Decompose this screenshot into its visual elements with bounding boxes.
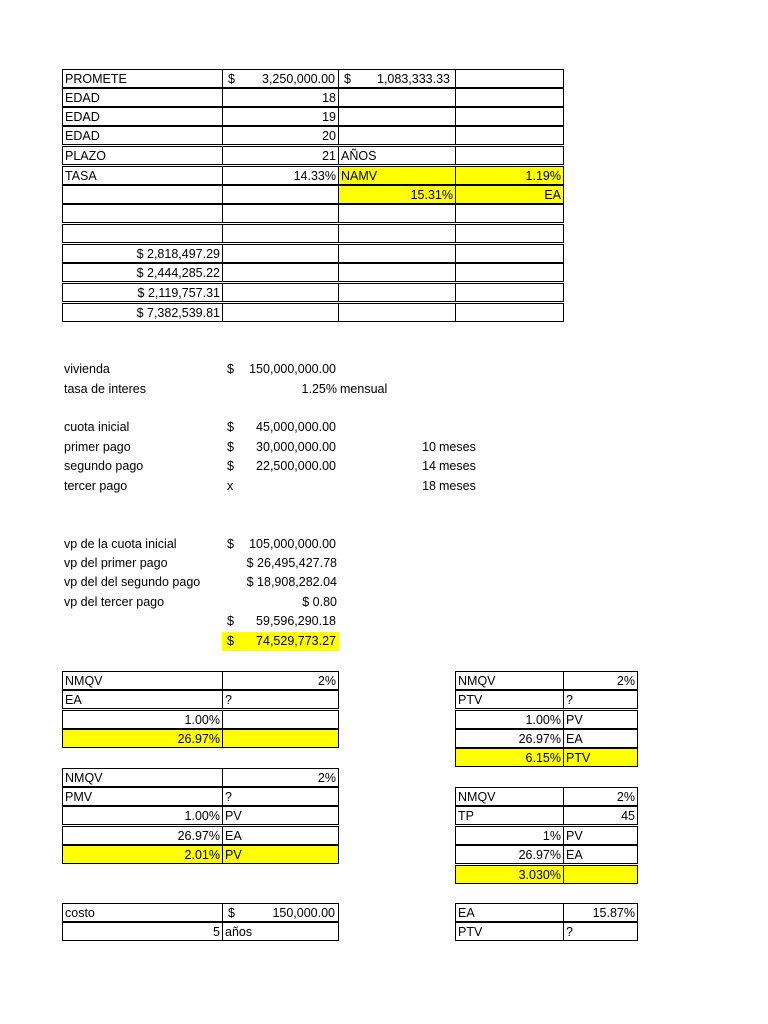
cell-edad-label[interactable]: EDAD [62, 107, 223, 126]
amount: 59,596,290.18 [256, 614, 336, 628]
cell-edad-label[interactable]: EDAD [62, 126, 223, 145]
value-tasa-interes[interactable]: 1.25% [301, 382, 337, 396]
cell-unit[interactable]: PV [563, 826, 638, 845]
cell-empty[interactable] [222, 283, 339, 302]
amount: 22,500,000.00 [256, 459, 336, 473]
cell-amount[interactable]: $ 2,119,757.31 [62, 283, 223, 302]
cell-empty[interactable] [338, 224, 456, 243]
cell-empty[interactable] [62, 204, 223, 223]
cell-edad-label[interactable]: EDAD [62, 88, 223, 107]
label-segundo-pago[interactable]: segundo pago [64, 459, 144, 473]
cell-empty[interactable] [455, 244, 564, 263]
cell-costo-label[interactable]: costo [62, 903, 223, 922]
cell-empty[interactable] [338, 263, 456, 282]
unit-meses[interactable]: meses [439, 459, 476, 473]
cell-tp-value[interactable]: 45 [563, 806, 638, 825]
cell-empty[interactable] [222, 263, 339, 282]
months-primer[interactable]: 10 [422, 440, 436, 454]
cell-promete-value[interactable] [222, 69, 339, 88]
cell-edad-value[interactable]: 20 [222, 126, 339, 145]
label-tasa-interes[interactable]: tasa de interes [64, 382, 146, 396]
cell-result[interactable]: 6.15% [455, 748, 564, 767]
value-cuota-inicial[interactable] [222, 418, 339, 437]
label-primer-pago[interactable]: primer pago [64, 440, 131, 454]
cell-question[interactable]: ? [563, 922, 638, 941]
amount: 150,000.00 [272, 906, 335, 920]
cell-edad-value[interactable]: 19 [222, 107, 339, 126]
value-segundo-pago[interactable] [222, 457, 339, 476]
label-vp-segundo[interactable]: vp del del segundo pago [64, 575, 201, 589]
cell-empty[interactable] [455, 283, 564, 302]
cell-nmqv-label[interactable]: NMQV [62, 768, 223, 787]
unit-meses[interactable]: meses [439, 440, 476, 454]
unit-mensual[interactable]: mensual [340, 382, 388, 396]
cell-costo-value[interactable] [222, 903, 339, 922]
cell-unit[interactable]: EA [222, 826, 339, 845]
currency-symbol: $ [228, 906, 235, 920]
value-total-highlight[interactable] [222, 632, 339, 651]
cell-ptv-label[interactable]: PTV [455, 690, 564, 709]
cell-years-value[interactable]: 5 [62, 922, 223, 941]
value-tercer-pago[interactable] [222, 477, 339, 496]
cell-unit[interactable]: PV [563, 710, 638, 729]
unknown-symbol: x [227, 479, 234, 493]
cell-rate[interactable]: 1.00% [62, 806, 223, 825]
cell-unit[interactable]: EA [563, 845, 638, 864]
amount: 45,000,000.00 [256, 420, 336, 434]
cell-empty[interactable] [62, 224, 223, 243]
currency-symbol: $ [227, 440, 234, 454]
cell-rate[interactable]: 1% [455, 826, 564, 845]
cell-plazo-unit[interactable]: AÑOS [338, 146, 456, 165]
label-tercer-pago[interactable]: tercer pago [64, 479, 128, 493]
currency-symbol: $ [227, 614, 234, 628]
cell-rate[interactable]: 1.00% [455, 710, 564, 729]
currency-symbol: $ [227, 362, 234, 376]
cell-promete-label[interactable]: PROMETE [62, 69, 223, 88]
cell-tp-label[interactable]: TP [455, 806, 564, 825]
cell-empty[interactable] [455, 263, 564, 282]
cell-empty[interactable] [338, 126, 456, 145]
cell-empty[interactable] [338, 283, 456, 302]
cell-empty[interactable] [455, 204, 564, 223]
cell-empty[interactable] [222, 224, 339, 243]
currency-symbol: $ [228, 72, 235, 86]
cell-ptv-label[interactable]: PTV [455, 922, 564, 941]
cell-nmqv-value[interactable]: 2% [563, 787, 638, 806]
cell-empty[interactable] [455, 69, 564, 88]
cell-years-unit[interactable]: años [222, 922, 339, 941]
cell-empty[interactable] [338, 244, 456, 263]
value-vp-segundo[interactable]: $ 18,908,282.04 [246, 575, 337, 589]
cell-empty[interactable] [222, 185, 339, 204]
cell-empty[interactable] [338, 88, 456, 107]
unit-meses[interactable]: meses [439, 479, 476, 493]
cell-empty[interactable] [455, 146, 564, 165]
cell-result[interactable]: 2.01% [62, 845, 223, 864]
cell-unit[interactable]: EA [563, 729, 638, 748]
label-vp-tercer[interactable]: vp del tercer pago [64, 595, 165, 609]
cell-ea-label[interactable]: EA [455, 185, 564, 204]
cell-empty[interactable] [455, 303, 564, 322]
cell-tasa-value[interactable]: 14.33% [222, 166, 339, 185]
cell-result[interactable]: 26.97% [62, 729, 223, 748]
amount: 105,000,000.00 [249, 537, 336, 551]
cell-amount[interactable]: $ 2,444,285.22 [62, 263, 223, 282]
currency-symbol: $ [344, 72, 351, 86]
cell-empty[interactable] [222, 244, 339, 263]
amount: 1,083,333.33 [377, 72, 450, 86]
cell-empty[interactable] [338, 107, 456, 126]
cell-empty[interactable] [455, 107, 564, 126]
amount: 150,000,000.00 [249, 362, 336, 376]
cell-ea-rate[interactable]: 15.31% [338, 185, 456, 204]
cell-amount[interactable]: $ 2,818,497.29 [62, 244, 223, 263]
value-vivienda[interactable] [222, 360, 339, 379]
cell-nmqv-value[interactable]: 2% [222, 768, 339, 787]
value-vp-primer[interactable]: $ 26,495,427.78 [246, 556, 337, 570]
value-subtotal[interactable] [222, 612, 339, 631]
cell-empty[interactable] [222, 729, 339, 748]
cell-result[interactable]: 3.030% [455, 865, 564, 884]
cell-empty[interactable] [222, 710, 339, 729]
cell-empty[interactable] [338, 303, 456, 322]
cell-nmqv-label[interactable]: NMQV [455, 671, 564, 690]
cell-edad-value[interactable]: 18 [222, 88, 339, 107]
label-vp-cuota[interactable]: vp de la cuota inicial [64, 537, 177, 551]
value-vp-tercer[interactable]: $ 0.80 [302, 595, 337, 609]
currency-symbol: $ [227, 537, 234, 551]
cell-empty[interactable] [222, 204, 339, 223]
cell-empty[interactable] [222, 303, 339, 322]
cell-rate[interactable]: 1.00% [62, 710, 223, 729]
value-primer-pago[interactable] [222, 438, 339, 457]
cell-amount-total[interactable]: $ 7,382,539.81 [62, 303, 223, 322]
cell-question[interactable]: ? [222, 690, 339, 709]
cell-tasa-label[interactable]: TASA [62, 166, 223, 185]
cell-empty[interactable] [455, 88, 564, 107]
months-tercer[interactable]: 18 [422, 479, 436, 493]
currency-symbol: $ [227, 459, 234, 473]
cell-unit[interactable]: PV [222, 806, 339, 825]
cell-plazo-label[interactable]: PLAZO [62, 146, 223, 165]
label-vp-primer[interactable]: vp del primer pago [64, 556, 168, 570]
cell-namv-label[interactable]: NAMV [338, 166, 456, 185]
currency-symbol: $ [227, 420, 234, 434]
currency-symbol: $ [227, 634, 234, 648]
cell-question[interactable]: ? [563, 690, 638, 709]
label-cuota-inicial[interactable]: cuota inicial [64, 420, 130, 434]
value-vp-cuota[interactable] [222, 535, 339, 554]
cell-plazo-value[interactable]: 21 [222, 146, 339, 165]
months-segundo[interactable]: 14 [422, 459, 436, 473]
cell-pmv-label[interactable]: PMV [62, 787, 223, 806]
cell-nmqv-label[interactable]: NMQV [455, 787, 564, 806]
cell-ea-value[interactable]: 15.87% [563, 903, 638, 922]
cell-unit[interactable]: PTV [563, 748, 638, 767]
cell-empty[interactable] [338, 204, 456, 223]
cell-rate[interactable]: 26.97% [62, 826, 223, 845]
cell-rate[interactable]: 26.97% [455, 845, 564, 864]
cell-empty[interactable] [455, 126, 564, 145]
amount: 74,529,773.27 [256, 634, 336, 648]
label-vivienda[interactable]: vivienda [64, 362, 110, 376]
cell-question[interactable]: ? [222, 787, 339, 806]
cell-promete-third[interactable] [338, 69, 456, 88]
cell-nmqv-value[interactable]: 2% [563, 671, 638, 690]
amount: 3,250,000.00 [262, 72, 335, 86]
cell-empty[interactable] [62, 185, 223, 204]
cell-ea-label[interactable]: EA [62, 690, 223, 709]
amount: 30,000,000.00 [256, 440, 336, 454]
cell-nmqv-label[interactable]: NMQV [62, 671, 223, 690]
cell-empty[interactable] [563, 865, 638, 884]
cell-empty[interactable] [455, 224, 564, 243]
cell-namv-rate[interactable]: 1.19% [455, 166, 564, 185]
cell-nmqv-value[interactable]: 2% [222, 671, 339, 690]
cell-ea-label[interactable]: EA [455, 903, 564, 922]
cell-rate[interactable]: 26.97% [455, 729, 564, 748]
cell-unit[interactable]: PV [222, 845, 339, 864]
